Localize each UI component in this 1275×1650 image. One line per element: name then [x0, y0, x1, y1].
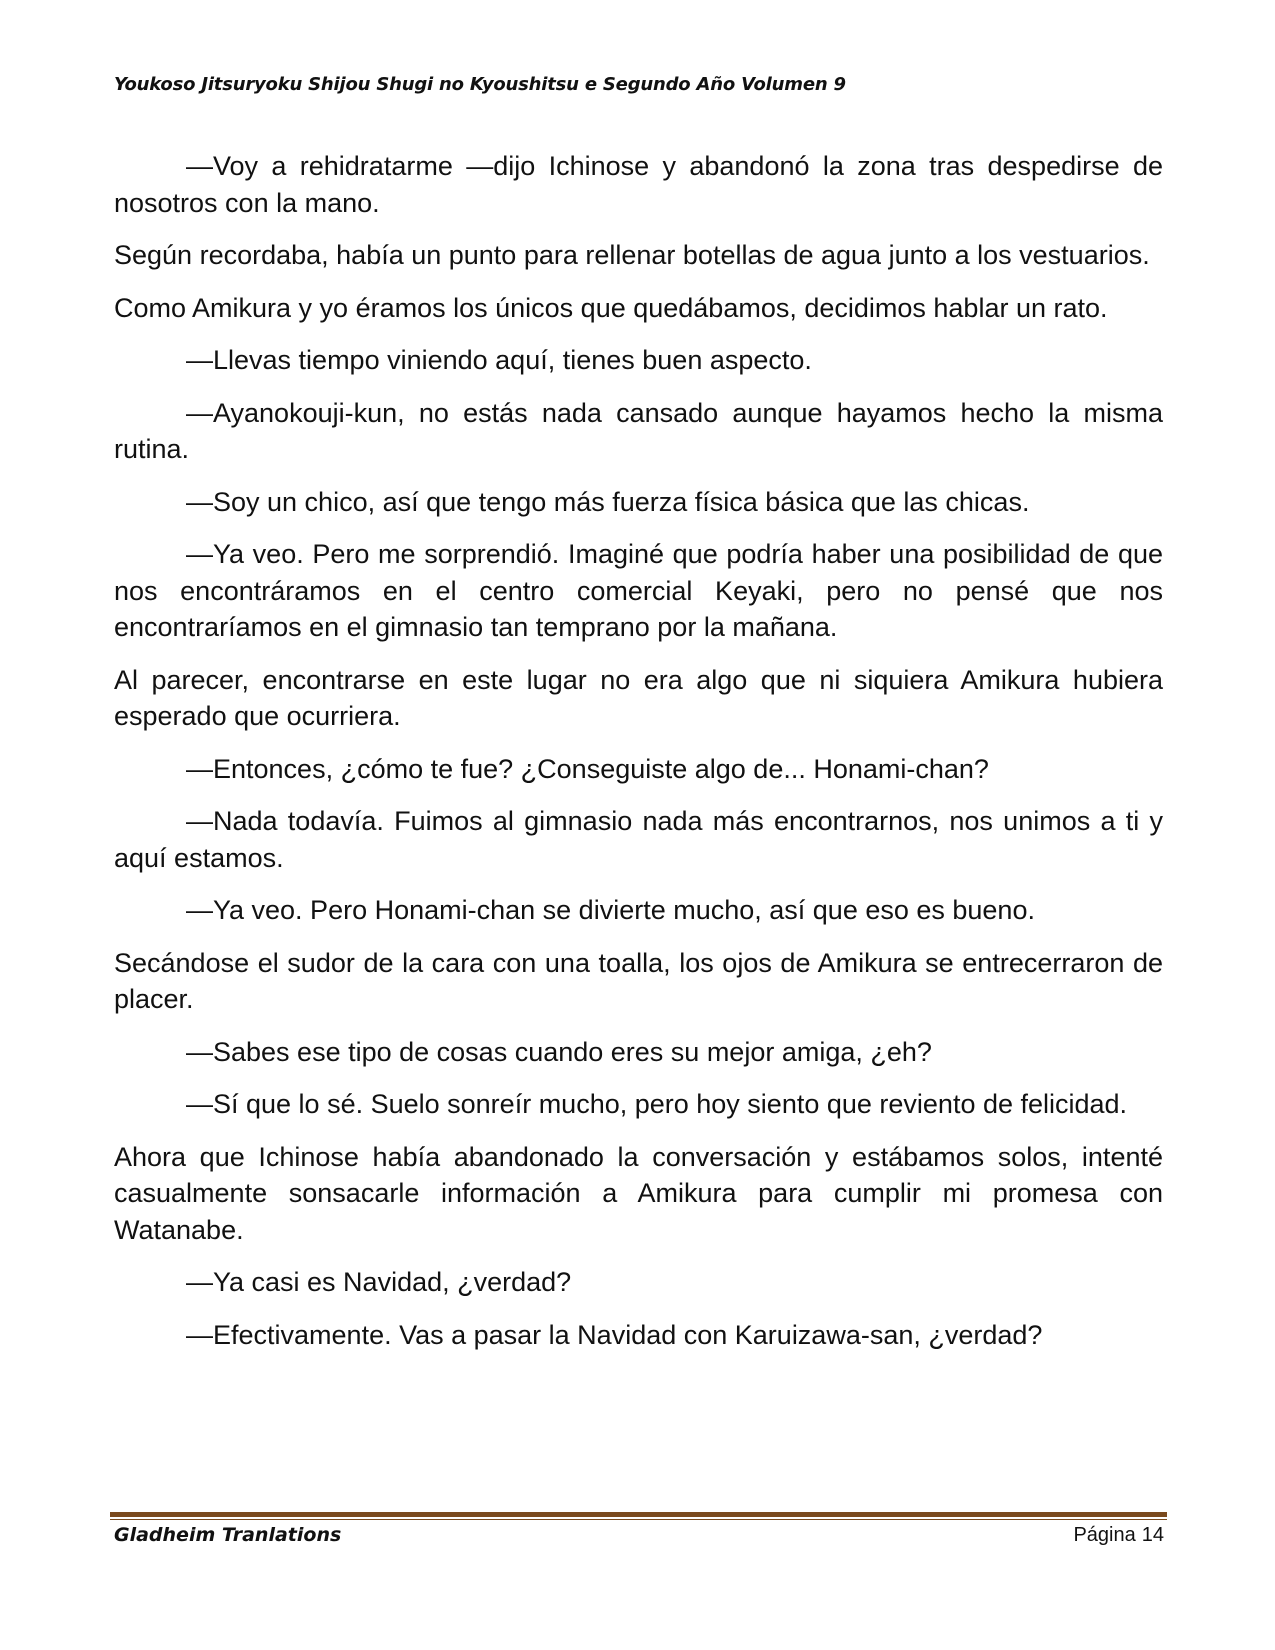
paragraph: —Efectivamente. Vas a pasar la Navidad con Karuizawa-san, ¿verdad?: [186, 1319, 1043, 1350]
paragraph: —Ya veo. Pero me sorprendió. Imaginé que podría haber una posibilidad de que nos encontráramos en el centro comercial Keyaki, pero no pensé que nos encontraríamos en el gimnasio tan temprano por la mañana.: [114, 539, 1163, 642]
paragraph: —Nada todavía. Fuimos al gimnasio nada más encontrarnos, nos unimos a ti y aquí estamos.: [114, 806, 1163, 873]
body-text: [114, 148, 1163, 1369]
paragraph: Secándose el sudor de la cara con una toalla, los ojos de Amikura se entrecerraron de placer.: [114, 947, 1163, 1014]
footer-divider-thin: [110, 1519, 1167, 1520]
paragraph: —Soy un chico, así que tengo más fuerza física básica que las chicas.: [186, 486, 1030, 517]
paragraph: Según recordaba, había un punto para rellenar botellas de agua junto a los vestuarios.: [114, 240, 1150, 270]
paragraph: —Voy a rehidratarme —dijo Ichinose y abandonó la zona tras despedirse de nosotros con la mano.: [114, 151, 1163, 218]
footer-credit: Gladheim Tranlations: [114, 1524, 342, 1546]
paragraph: Al parecer, encontrarse en este lugar no era algo que ni siquiera Amikura hubiera esperado que ocurriera.: [114, 664, 1163, 731]
paragraph: —Sabes ese tipo de cosas cuando eres su mejor amiga, ¿eh?: [186, 1036, 932, 1067]
paragraph: Como Amikura y yo éramos los únicos que quedábamos, decidimos hablar un rato.: [114, 292, 1108, 323]
running-header: Youkoso Jitsuryoku Shijou Shugi no Kyoushitsu e Segundo Año Volumen 9: [114, 74, 846, 95]
paragraph: —Sí que lo sé. Suelo sonreír mucho, pero hoy siento que reviento de felicidad.: [186, 1089, 1128, 1119]
page-number-block: [1073, 1524, 1164, 1547]
page-number: 14: [1141, 1524, 1164, 1546]
paragraph: Ahora que Ichinose había abandonado la conversación y estábamos solos, intenté casualmente sonsacarle información a Amikura para cumplir mi promesa con Watanabe.: [114, 1141, 1163, 1245]
paragraph: —Ya casi es Navidad, ¿verdad?: [186, 1267, 572, 1297]
paragraph: —Ayanokouji-kun, no estás nada cansado aunque hayamos hecho la misma rutina.: [114, 397, 1163, 464]
paragraph: —Entonces, ¿cómo te fue? ¿Conseguiste algo de... Honami-chan?: [186, 753, 989, 784]
page-label: Página: [1073, 1524, 1136, 1546]
paragraph: —Ya veo. Pero Honami-chan se divierte mucho, así que eso es bueno.: [186, 895, 1035, 925]
paragraph: —Llevas tiempo viniendo aquí, tienes buen aspecto.: [186, 345, 812, 375]
footer-divider-thick: [110, 1512, 1167, 1517]
footer-divider: [110, 1512, 1167, 1520]
